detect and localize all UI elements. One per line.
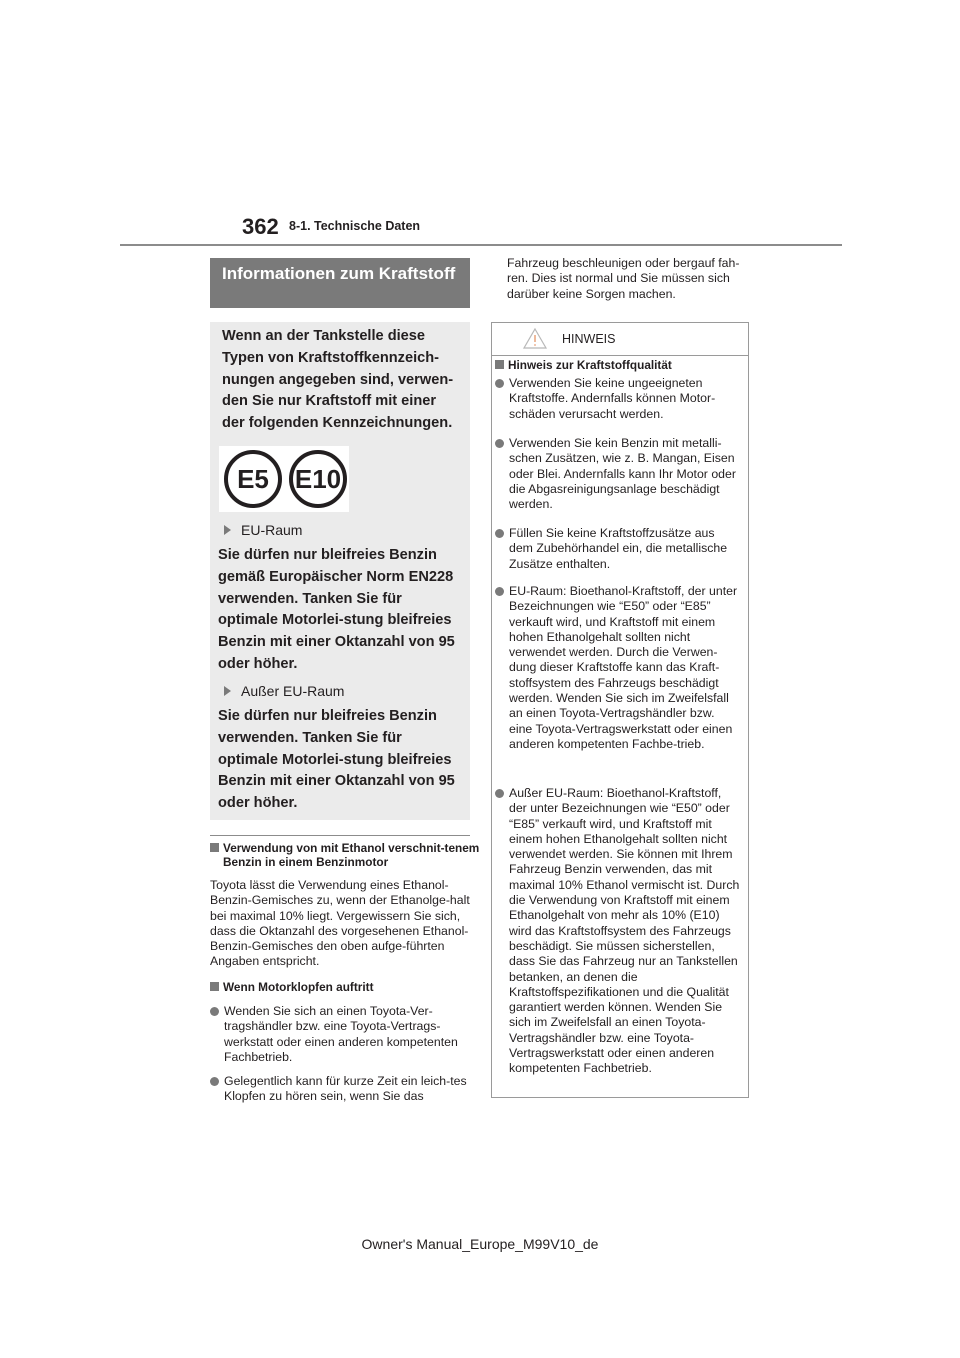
- eu-region-text: Sie dürfen nur bleifreies Benzin gemäß Europäischer Norm EN228 verwenden. Tanken Sie für optimale Motorlei-stung bleifreies Benzin mit einer Oktanzahl von 95 oder höher.: [218, 547, 455, 672]
- e5-badge-label: E5: [237, 464, 269, 494]
- page-number: 362: [242, 214, 279, 239]
- circle-bullet-icon: [495, 587, 504, 596]
- circle-bullet-icon: [495, 789, 504, 798]
- fuel-intro-text: Wenn an der Tankstelle diese Typen von Kraftstoffkennzeich-nungen angegeben sind, verwen-den Sie nur Kraftstoff mit einer der folgenden Kennzeichnungen.: [222, 328, 454, 432]
- e10-badge-label: E10: [294, 464, 342, 494]
- circle-bullet-icon: [210, 1007, 219, 1016]
- notice-header-rule: [492, 355, 748, 356]
- header-rule: [120, 244, 842, 246]
- circle-bullet-icon: [210, 1077, 219, 1086]
- non-eu-region-text: Sie dürfen nur bleifreies Benzin verwenden. Tanken Sie für optimale Motorlei-stung bleifreies Benzin mit einer Oktanzahl von 95 oder höher.: [218, 708, 455, 812]
- circle-bullet-icon: [495, 529, 504, 538]
- notice-item: Füllen Sie keine Kraftstoffzusätze aus dem Zubehörhandel ein, die metallische Zusätze enthalten.: [495, 526, 741, 572]
- square-bullet-icon: [495, 360, 504, 369]
- knock-continued-text: Fahrzeug beschleunigen oder bergauf fah-ren. Dies ist normal und Sie müssen sich darüber keine Sorgen machen.: [507, 256, 740, 301]
- section-heading: Informationen zum Kraftstoff: [210, 258, 470, 308]
- knock-item: Gelegentlich kann für kurze Zeit ein leich-tes Klopfen zu hören sein, wenn Sie das: [210, 1074, 472, 1105]
- notice-title: HINWEIS: [562, 332, 616, 346]
- notice-subheading: Hinweis zur Kraftstoffqualität: [495, 358, 745, 372]
- fuel-info-box: [210, 322, 470, 820]
- ethanol-paragraph: Toyota lässt die Verwendung eines Ethanol-Benzin-Gemisches zu, wenn der Ethanolge-halt bei maximal 10% liegt. Vergewissern Sie sich, dass die Oktanzahl des vorgesehenen Ethanol-Benzin-Gemisches den oben aufge-führten Angaben entspricht.: [210, 878, 470, 969]
- triangle-bullet-icon: [224, 525, 231, 535]
- notice-item: Verwenden Sie kein Benzin mit metalli-schen Zusätzen, wie z. B. Mangan, Eisen oder Blei. Andernfalls kann Ihr Motor oder die Abgasreinigungsanlage beschädigt werden.: [495, 436, 741, 512]
- fuel-label-badges: [219, 446, 349, 512]
- circle-bullet-icon: [495, 439, 504, 448]
- section-title: 8-1. Technische Daten: [289, 219, 421, 233]
- knock-item: Wenden Sie sich an einen Toyota-Ver-tragshändler bzw. eine Toyota-Vertrags-werkstatt oder einen anderen kompetenten Fachbetrieb.: [210, 1004, 472, 1065]
- page-footer: Owner's Manual_Europe_M99V10_de: [361, 1236, 599, 1252]
- eu-region-label: EU-Raum: [224, 522, 302, 538]
- notice-header: [492, 323, 748, 355]
- notice-box: [491, 322, 749, 1098]
- square-bullet-icon: [210, 843, 219, 852]
- notice-item: Außer EU-Raum: Bioethanol-Kraftstoff, der unter Bezeichnungen wie “E50” oder “E85” verkauft wird, und Kraftstoff mit einem hohen Ethanolgehalt sollten nicht verwendet werden. Sie können mit Ihrem Fahrzeug Benzin verwenden, das mit maximal 10% Ethanol vermischt ist. Durch die Verwendung von Kraftstoff mit einem Ethanolgehalt von mehr als 10% (E10) wird das Kraftstoffsystem des Fahrzeugs beschädigt. Sie müssen sicherstellen, dass Sie das Fahrzeug nur an Tankstellen betanken, an denen die Kraftstoffspezifikationen und die Qualität garantiert werden können. Wenden Sie sich im Zweifelsfall an einen Toyota-Vertragshändler bzw. eine Toyota-Vertragswerkstatt oder einen anderen kompetenten Fachbetrieb.: [495, 786, 741, 1077]
- notice-item: EU-Raum: Bioethanol-Kraftstoff, der unter Bezeichnungen wie “E50” oder “E85” verkauft wird, und Kraftstoff mit einem hohen Ethanolgehalt sollten nicht verwendet werden. Durch die Verwen-dung dieser Kraftstoffe kann das Kraft-stoffsystem des Fahrzeugs beschädigt werden. Wenden Sie sich im Zweifelsfall an einen Toyota-Vertragshändler bzw. eine Toyota-Vertragswerkstatt oder einen anderen kompetenten Fachbe-trieb.: [495, 584, 741, 752]
- ethanol-subheading: Verwendung von mit Ethanol verschnit-tenem Benzin in einem Benzinmotor: [210, 841, 483, 869]
- notice-item: Verwenden Sie keine ungeeigneten Kraftstoffe. Andernfalls können Motor-schäden verursacht werden.: [495, 376, 741, 422]
- triangle-bullet-icon: [224, 686, 231, 696]
- warning-triangle-icon: [522, 327, 548, 350]
- section-divider: [210, 835, 470, 836]
- knock-subheading: Wenn Motorklopfen auftritt: [210, 980, 470, 994]
- non-eu-region-label: Außer EU-Raum: [224, 683, 344, 699]
- circle-bullet-icon: [495, 379, 504, 388]
- square-bullet-icon: [210, 982, 219, 991]
